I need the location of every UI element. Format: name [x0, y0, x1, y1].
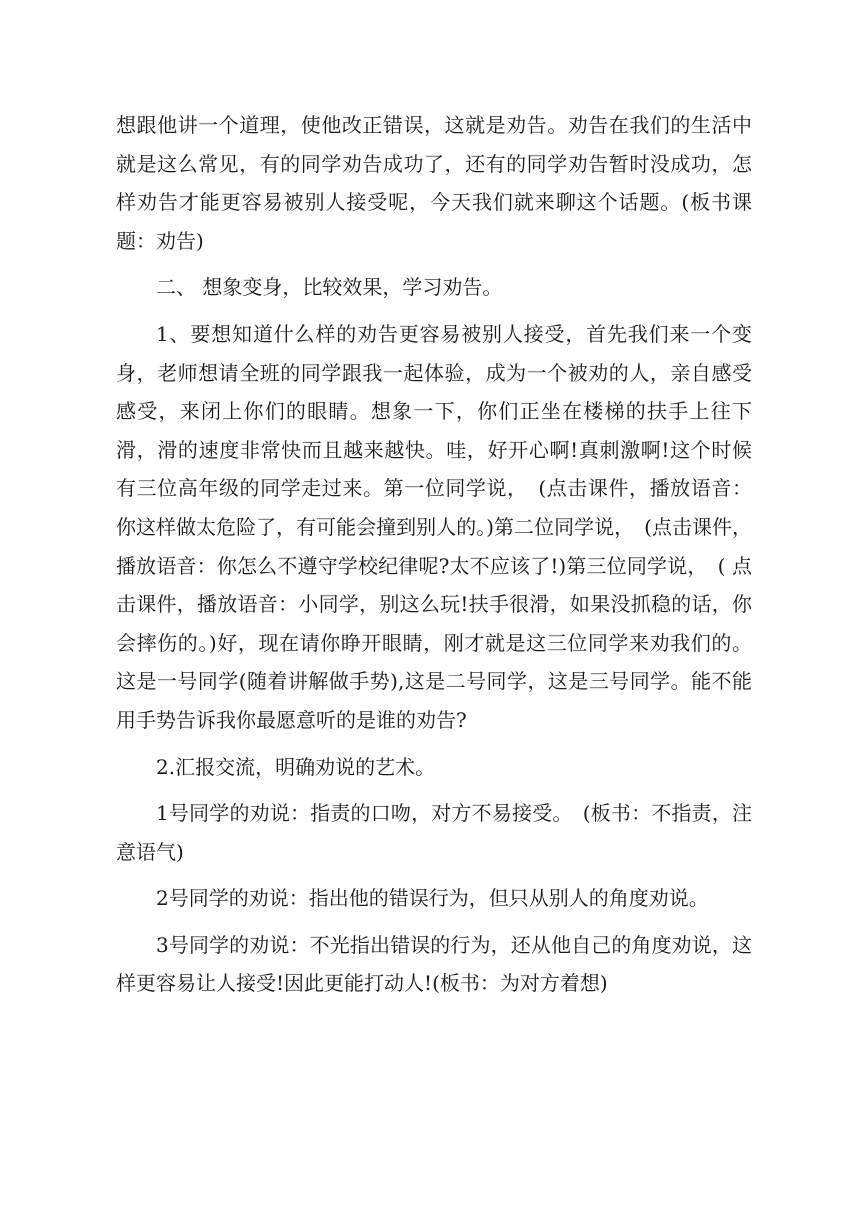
section-heading: 二、 想象变身，比较效果，学习劝告。: [156, 275, 503, 300]
paragraph: 1号同学的劝说：指责的口吻，对方不易接受。 (板书：不指责，注意语气): [116, 801, 752, 864]
paragraph: 1、要想知道什么样的劝告更容易被别人接受，首先我们来一个变身，老师想请全班的同学跟我一起体验，成为一个被劝的人，亲自感受感受，来闭上你们的眼睛。想象一下，你们正坐在楼梯的扶手上往下滑，滑的速度非常快而且越来越快。哇，好开心啊!真刺激啊!这个时候有三位高年级的同学走过来。第一位同学说， (点击课件，播放语音：你这样做太危险了，有可能会撞到别人的。)第二位同学说， (点击课件，播放语音：你怎么不遵守学校纪律呢?太不应该了!)第三位同学说， ( 点击课件，播放语音：小同学，别这么玩!扶手很滑，如果没抓稳的话，你会摔伤的。)好，现在请你睁开眼睛，刚才就是这三位同学来劝我们的。这是一号同学(随着讲解做手势),这是二号同学，这是三号同学。能不能用手势告诉我你最愿意听的是谁的劝告?: [116, 321, 752, 732]
document-body: [116, 106, 752, 1011]
paragraph: 2号同学的劝说：指出他的错误行为，但只从别人的角度劝说。: [156, 886, 709, 911]
subsection-heading: 2.汇报交流，明确劝说的艺术。: [156, 754, 436, 779]
paragraph: 3号同学的劝说：不光指出错误的行为，还从他自己的角度劝说，这样更容易让人接受!因此更能打动人!(板书：为对方着想): [116, 932, 752, 996]
paragraph: 想跟他讲一个道理，使他改正错误，这就是劝告。劝告在我们的生活中就是这么常见，有的同学劝告成功了，还有的同学劝告暂时没成功，怎样劝告才能更容易被别人接受呢，今天我们就来聊这个话题。(板书课题：劝告): [116, 113, 752, 253]
